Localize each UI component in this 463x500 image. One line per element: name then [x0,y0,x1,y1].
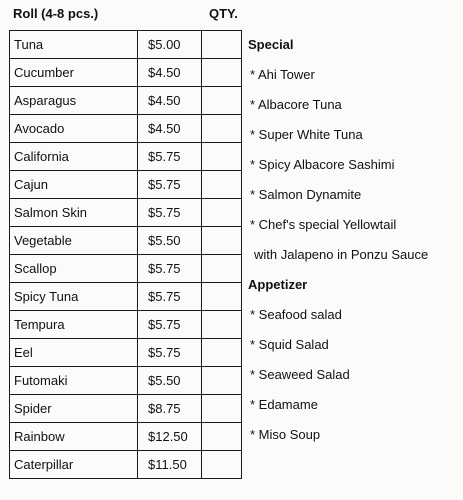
special-item: * Spicy Albacore Sashimi [250,157,395,172]
roll-price: $5.00 [138,31,202,59]
qty-cell[interactable] [202,227,242,255]
roll-price: $4.50 [138,87,202,115]
table-row [10,115,242,143]
qty-cell[interactable] [202,255,242,283]
roll-name: Avocado [10,115,138,143]
roll-price: $11.50 [138,451,202,479]
roll-name: Caterpillar [10,451,138,479]
roll-name: Scallop [10,255,138,283]
qty-cell[interactable] [202,59,242,87]
appetizer-section-title: Appetizer [248,277,308,292]
qty-cell[interactable] [202,423,242,451]
table-row [10,199,242,227]
roll-price: $4.50 [138,59,202,87]
table-row [10,451,242,479]
roll-price: $5.50 [138,367,202,395]
qty-cell[interactable] [202,199,242,227]
roll-table [9,30,242,479]
roll-name: Eel [10,339,138,367]
table-row [10,339,242,367]
roll-price: $4.50 [138,115,202,143]
roll-name: Spicy Tuna [10,283,138,311]
table-row [10,255,242,283]
roll-price: $5.75 [138,199,202,227]
appetizer-item: * Seafood salad [250,307,342,322]
roll-price: $5.75 [138,143,202,171]
qty-cell[interactable] [202,339,242,367]
table-row [10,171,242,199]
roll-name: Asparagus [10,87,138,115]
roll-price: $8.75 [138,395,202,423]
special-item-continuation: with Jalapeno in Ponzu Sauce [254,247,429,262]
roll-name: California [10,143,138,171]
roll-price: $12.50 [138,423,202,451]
qty-cell[interactable] [202,31,242,59]
table-row [10,59,242,87]
table-row [10,31,242,59]
roll-name: Cucumber [10,59,138,87]
qty-cell[interactable] [202,143,242,171]
roll-name: Vegetable [10,227,138,255]
special-item: * Super White Tuna [250,127,363,142]
qty-cell[interactable] [202,395,242,423]
qty-column-header: QTY. [209,6,238,21]
qty-cell[interactable] [202,87,242,115]
roll-price: $5.75 [138,255,202,283]
qty-cell[interactable] [202,451,242,479]
table-row [10,367,242,395]
roll-name: Futomaki [10,367,138,395]
qty-cell[interactable] [202,311,242,339]
table-row [10,227,242,255]
roll-price: $5.75 [138,311,202,339]
roll-price: $5.75 [138,171,202,199]
appetizer-item: * Squid Salad [250,337,329,352]
qty-cell[interactable] [202,367,242,395]
roll-name: Tempura [10,311,138,339]
specials-appetizers-column [248,30,460,450]
table-row [10,283,242,311]
roll-price: $5.50 [138,227,202,255]
roll-price: $5.75 [138,283,202,311]
qty-cell[interactable] [202,115,242,143]
qty-cell[interactable] [202,171,242,199]
roll-name: Spider [10,395,138,423]
table-row [10,143,242,171]
special-item: * Chef's special Yellowtail [250,217,397,232]
table-row [10,311,242,339]
appetizer-item: * Edamame [250,397,318,412]
roll-name: Tuna [10,31,138,59]
roll-column-header: Roll (4-8 pcs.) [13,6,99,21]
special-item: * Salmon Dynamite [250,187,362,202]
special-section-title: Special [248,37,294,52]
roll-name: Salmon Skin [10,199,138,227]
roll-name: Rainbow [10,423,138,451]
table-row [10,395,242,423]
appetizer-item: * Seaweed Salad [250,367,350,382]
table-row [10,423,242,451]
roll-name: Cajun [10,171,138,199]
special-item: * Ahi Tower [250,67,315,82]
table-row [10,87,242,115]
special-item: * Albacore Tuna [250,97,342,112]
appetizer-item: * Miso Soup [250,427,321,442]
qty-cell[interactable] [202,283,242,311]
roll-price: $5.75 [138,339,202,367]
